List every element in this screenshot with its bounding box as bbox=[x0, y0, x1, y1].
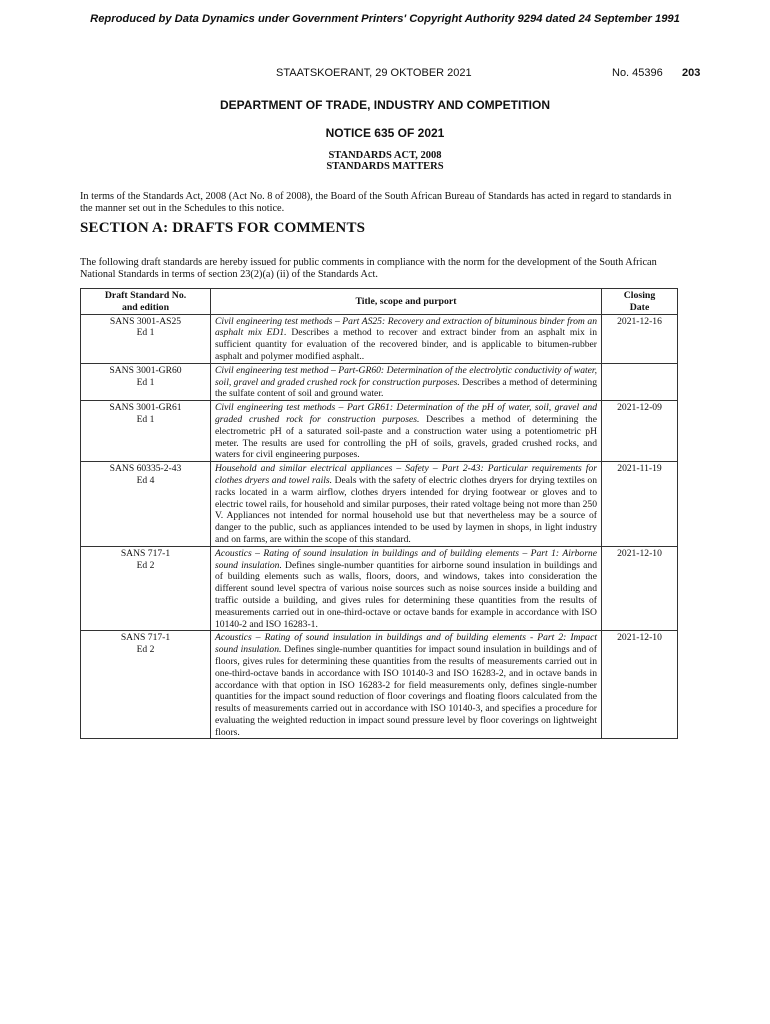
standard-edition: Ed 1 bbox=[136, 413, 155, 425]
act-subheading: STANDARDS MATTERS bbox=[326, 161, 444, 172]
closing-date: 2021-12-10 bbox=[602, 631, 678, 739]
standard-number: SANS 3001-AS25 bbox=[109, 315, 182, 327]
closing-date: 2021-12-16 bbox=[602, 314, 678, 363]
standard-cell bbox=[81, 631, 211, 739]
title-scope-cell bbox=[211, 363, 602, 400]
standard-edition: Ed 1 bbox=[136, 376, 155, 388]
column-header-standard-line1: Draft Standard No. bbox=[104, 290, 187, 301]
title-scope-cell bbox=[211, 462, 602, 547]
table-row bbox=[81, 401, 678, 462]
page-number: 203 bbox=[682, 67, 701, 79]
title-scope-cell bbox=[211, 546, 602, 631]
standard-title: Acoustics – Rating of sound insulation in buildings and of building elements – Part 1: Airborne sound insulation. bbox=[215, 547, 597, 571]
column-header-standard bbox=[81, 289, 211, 315]
intro-paragraph: In terms of the Standards Act, 2008 (Act No. 8 of 2008), the Board of the South African Bureau of Standards has acted in regard to standards in the manner set out in the Schedules to this notice. bbox=[80, 191, 672, 214]
reproduction-notice: Reproduced by Data Dynamics under Government Printers' Copyright Authority 9294 dated 24 September 1991 bbox=[90, 13, 680, 25]
standard-cell bbox=[81, 314, 211, 363]
standard-edition: Ed 2 bbox=[136, 559, 155, 571]
standard-title: Civil engineering test method – Part-GR60: Determination of the electrolytic conductivity of water, soil, gravel and graded crushed rock for construction purposes. bbox=[215, 364, 597, 388]
standard-cell bbox=[81, 546, 211, 631]
title-scope-cell bbox=[211, 401, 602, 462]
standard-cell bbox=[81, 363, 211, 400]
standard-number: SANS 3001-GR60 bbox=[109, 364, 182, 376]
standard-number: SANS 717-1 bbox=[120, 547, 171, 559]
department-heading: DEPARTMENT OF TRADE, INDUSTRY AND COMPETITION bbox=[220, 98, 550, 112]
standard-edition: Ed 4 bbox=[136, 474, 155, 486]
title-scope-cell bbox=[211, 631, 602, 739]
gazette-number: No. 45396 bbox=[612, 67, 663, 79]
table-row bbox=[81, 631, 678, 739]
act-heading: STANDARDS ACT, 2008 bbox=[328, 150, 442, 161]
standard-number: SANS 3001-GR61 bbox=[109, 402, 182, 414]
standard-edition: Ed 1 bbox=[136, 327, 155, 339]
closing-date: 2021-12-10 bbox=[602, 546, 678, 631]
standard-description: Describes a method of determining the sulfate content of soil and ground water. bbox=[215, 376, 598, 400]
draft-standards-table bbox=[80, 288, 678, 739]
section-intro-paragraph: The following draft standards are hereby issued for public comments in compliance with the norm for the development of the South African National Standards in terms of section 23(2)(a) (ii) of the Standards Act. bbox=[80, 257, 657, 280]
closing-date bbox=[602, 363, 678, 400]
standard-description: Describes a method to recover and extract binder from an asphalt mix in sufficient quantity for evaluation of the recovered binder, and is applicable to bitumen-rubber asphalt and polymer modified asphalt.. bbox=[215, 327, 598, 362]
notice-heading: NOTICE 635 OF 2021 bbox=[325, 126, 445, 140]
standard-number: SANS 717-1 bbox=[120, 632, 171, 644]
column-header-closing-line1: Closing bbox=[623, 290, 656, 301]
standard-description: Defines single-number quantities for impact sound insulation in buildings and of floors, gives rules for determining these quantities from the results of measurements carried out in one-third-octave bands in accordance with ISO 10140-3 and ISO 16283-2, and in octave bands in accordance with that option in ISO 16283-2 for field measurements only, defines single-number quantities for the impact sound reduction of floor coverings and floating floors calculated from the results of measurements carried out in accordance with ISO 10140-3, and specifies a procedure for evaluating the weighted reduction in impact sound pressure level by floor coverings on lightweight floors. bbox=[215, 644, 597, 738]
section-title: SECTION A: DRAFTS FOR COMMENTS bbox=[80, 220, 366, 236]
standard-description: Deals with the safety of electric clothes dryers for drying textiles on racks located in a warm airflow, clothes dryers intended for drying footwear or gloves and to electric towel rails, for household and similar purposes, their rated voltage being not more than 250 V. Appliances not intended for normal household use but that nevertheless may be a source of danger to the public, such as appliances intended to be used by laymen in shops, in light industry and on farms, are within the scope of this standard. bbox=[215, 474, 598, 545]
standard-edition: Ed 2 bbox=[136, 644, 155, 656]
standard-title: Civil engineering test methods – Part AS25: Recovery and extraction of bituminous binder from an asphalt mix ED1. bbox=[215, 315, 597, 339]
column-header-closing-line2: Date bbox=[629, 301, 650, 313]
closing-date: 2021-12-09 bbox=[602, 401, 678, 462]
column-header-closing-date bbox=[602, 289, 678, 315]
column-header-standard-line2: and edition bbox=[121, 301, 170, 313]
table-row bbox=[81, 363, 678, 400]
standard-cell bbox=[81, 462, 211, 547]
standard-cell bbox=[81, 401, 211, 462]
table-row bbox=[81, 314, 678, 363]
table-row bbox=[81, 546, 678, 631]
standard-description: Describes a method of determining the electrometric pH of a saturated soil-paste and a construction water using a potentiometric pH meter. The results are used for controlling the pH of soils, gravels, graded crushed rocks, and waters for civil engineering purposes. bbox=[215, 413, 597, 461]
table-header-row bbox=[81, 289, 678, 315]
title-scope-cell bbox=[211, 314, 602, 363]
closing-date: 2021-11-19 bbox=[602, 462, 678, 547]
standard-title: Acoustics – Rating of sound insulation in buildings and of building elements - Part 2: Impact sound insulation. bbox=[215, 632, 597, 656]
standard-title: Civil engineering test methods – Part GR61: Determination of the pH of water, soil, gravel and graded crushed rock for construction purposes. bbox=[215, 402, 597, 425]
standard-number: SANS 60335-2-43 bbox=[109, 463, 182, 475]
table-row bbox=[81, 462, 678, 547]
standard-description: Defines single-number quantities for airborne sound insulation in buildings and of building elements such as walls, floors, doors, and windows, takes into consideration the different sound level spectra of various noise sources such as noise sources inside a building and traffic outside a building, and gives rules for determining these quantities from the results of measurements carried out in one-third-octave or octave bands for example in accordance with ISO 10140-2 and ISO 16283-1. bbox=[215, 559, 597, 630]
column-header-title: Title, scope and purport bbox=[211, 289, 602, 315]
gazette-header-title: STAATSKOERANT, 29 OKTOBER 2021 bbox=[276, 67, 472, 79]
standard-title: Household and similar electrical appliances – Safety – Part 2-43: Particular requirements for clothes dryers and towel rails. bbox=[215, 463, 597, 486]
